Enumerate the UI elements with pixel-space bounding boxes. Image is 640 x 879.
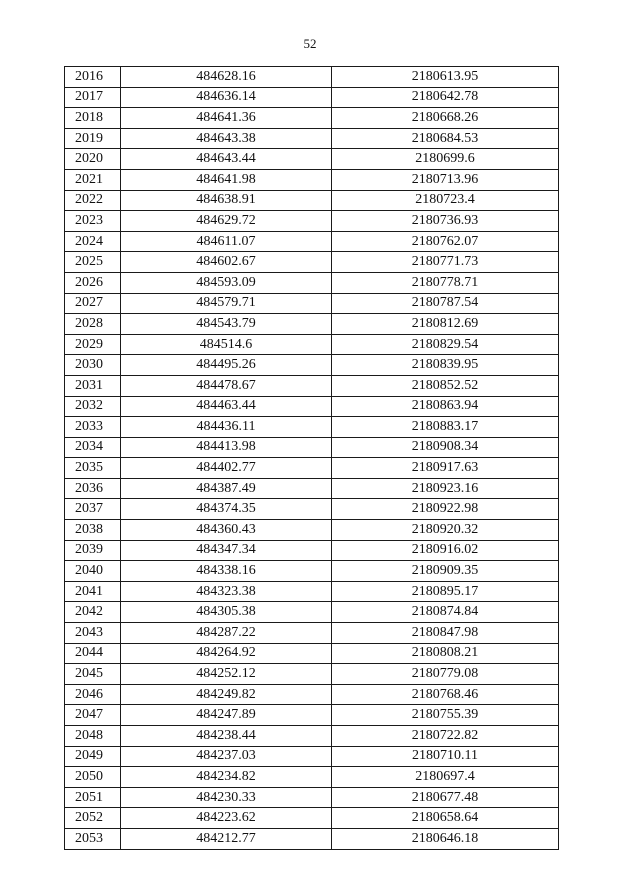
y-coordinate-cell: 2180668.26 [332,108,559,129]
x-coordinate-cell: 484593.09 [121,272,332,293]
y-coordinate-cell: 2180736.93 [332,211,559,232]
y-coordinate-cell: 2180908.34 [332,437,559,458]
y-coordinate-cell: 2180713.96 [332,169,559,190]
y-coordinate-cell: 2180812.69 [332,314,559,335]
point-id-cell: 2020 [65,149,121,170]
point-id-cell: 2026 [65,272,121,293]
table-row [65,746,559,767]
y-coordinate-cell: 2180697.4 [332,767,559,788]
x-coordinate-cell: 484579.71 [121,293,332,314]
point-id-cell: 2033 [65,417,121,438]
x-coordinate-cell: 484230.33 [121,787,332,808]
x-coordinate-cell: 484514.6 [121,334,332,355]
x-coordinate-cell: 484249.82 [121,684,332,705]
table-row [65,314,559,335]
table-row [65,808,559,829]
table-row [65,293,559,314]
x-coordinate-cell: 484238.44 [121,726,332,747]
table-row [65,684,559,705]
point-id-cell: 2027 [65,293,121,314]
point-id-cell: 2035 [65,458,121,479]
x-coordinate-cell: 484641.36 [121,108,332,129]
y-coordinate-cell: 2180699.6 [332,149,559,170]
table-row [65,396,559,417]
y-coordinate-cell: 2180684.53 [332,128,559,149]
x-coordinate-cell: 484602.67 [121,252,332,273]
table-row [65,478,559,499]
y-coordinate-cell: 2180646.18 [332,828,559,849]
point-id-cell: 2048 [65,726,121,747]
x-coordinate-cell: 484643.44 [121,149,332,170]
table-row [65,67,559,88]
point-id-cell: 2038 [65,520,121,541]
y-coordinate-cell: 2180755.39 [332,705,559,726]
y-coordinate-cell: 2180874.84 [332,602,559,623]
table-row [65,108,559,129]
table-row [65,190,559,211]
y-coordinate-cell: 2180762.07 [332,231,559,252]
x-coordinate-cell: 484436.11 [121,417,332,438]
x-coordinate-cell: 484413.98 [121,437,332,458]
point-id-cell: 2032 [65,396,121,417]
x-coordinate-cell: 484264.92 [121,643,332,664]
point-id-cell: 2022 [65,190,121,211]
x-coordinate-cell: 484629.72 [121,211,332,232]
table-row [65,417,559,438]
y-coordinate-cell: 2180917.63 [332,458,559,479]
point-id-cell: 2023 [65,211,121,232]
table-row [65,540,559,561]
x-coordinate-cell: 484247.89 [121,705,332,726]
x-coordinate-cell: 484234.82 [121,767,332,788]
point-id-cell: 2047 [65,705,121,726]
y-coordinate-cell: 2180710.11 [332,746,559,767]
x-coordinate-cell: 484237.03 [121,746,332,767]
x-coordinate-cell: 484463.44 [121,396,332,417]
x-coordinate-cell: 484543.79 [121,314,332,335]
y-coordinate-cell: 2180916.02 [332,540,559,561]
table-row [65,705,559,726]
x-coordinate-cell: 484305.38 [121,602,332,623]
y-coordinate-cell: 2180779.08 [332,664,559,685]
x-coordinate-cell: 484252.12 [121,664,332,685]
point-id-cell: 2049 [65,746,121,767]
table-row [65,623,559,644]
table-row [65,231,559,252]
table-row [65,437,559,458]
x-coordinate-cell: 484323.38 [121,581,332,602]
x-coordinate-cell: 484347.34 [121,540,332,561]
point-id-cell: 2039 [65,540,121,561]
point-id-cell: 2024 [65,231,121,252]
table-row [65,87,559,108]
y-coordinate-cell: 2180658.64 [332,808,559,829]
x-coordinate-cell: 484360.43 [121,520,332,541]
table-row [65,643,559,664]
point-id-cell: 2031 [65,375,121,396]
point-id-cell: 2017 [65,87,121,108]
y-coordinate-cell: 2180852.52 [332,375,559,396]
y-coordinate-cell: 2180895.17 [332,581,559,602]
y-coordinate-cell: 2180829.54 [332,334,559,355]
table-row [65,334,559,355]
y-coordinate-cell: 2180677.48 [332,787,559,808]
coordinates-table [64,66,559,850]
y-coordinate-cell: 2180613.95 [332,67,559,88]
point-id-cell: 2050 [65,767,121,788]
point-id-cell: 2046 [65,684,121,705]
point-id-cell: 2034 [65,437,121,458]
point-id-cell: 2051 [65,787,121,808]
point-id-cell: 2042 [65,602,121,623]
table-row [65,787,559,808]
table-body [65,67,559,850]
point-id-cell: 2045 [65,664,121,685]
point-id-cell: 2016 [65,67,121,88]
table-row [65,828,559,849]
point-id-cell: 2053 [65,828,121,849]
x-coordinate-cell: 484636.14 [121,87,332,108]
y-coordinate-cell: 2180768.46 [332,684,559,705]
y-coordinate-cell: 2180778.71 [332,272,559,293]
x-coordinate-cell: 484223.62 [121,808,332,829]
table-row [65,211,559,232]
table-row [65,767,559,788]
y-coordinate-cell: 2180922.98 [332,499,559,520]
x-coordinate-cell: 484478.67 [121,375,332,396]
table-row [65,520,559,541]
table-row [65,355,559,376]
table-row [65,458,559,479]
y-coordinate-cell: 2180883.17 [332,417,559,438]
x-coordinate-cell: 484402.77 [121,458,332,479]
y-coordinate-cell: 2180787.54 [332,293,559,314]
table-row [65,169,559,190]
y-coordinate-cell: 2180863.94 [332,396,559,417]
table-row [65,128,559,149]
point-id-cell: 2018 [65,108,121,129]
table-row [65,375,559,396]
table-row [65,726,559,747]
table-row [65,581,559,602]
x-coordinate-cell: 484628.16 [121,67,332,88]
point-id-cell: 2044 [65,643,121,664]
y-coordinate-cell: 2180771.73 [332,252,559,273]
x-coordinate-cell: 484638.91 [121,190,332,211]
point-id-cell: 2043 [65,623,121,644]
point-id-cell: 2028 [65,314,121,335]
point-id-cell: 2021 [65,169,121,190]
x-coordinate-cell: 484374.35 [121,499,332,520]
y-coordinate-cell: 2180909.35 [332,561,559,582]
x-coordinate-cell: 484495.26 [121,355,332,376]
point-id-cell: 2040 [65,561,121,582]
point-id-cell: 2052 [65,808,121,829]
table-row [65,252,559,273]
point-id-cell: 2030 [65,355,121,376]
y-coordinate-cell: 2180920.32 [332,520,559,541]
point-id-cell: 2025 [65,252,121,273]
table-row [65,149,559,170]
y-coordinate-cell: 2180839.95 [332,355,559,376]
y-coordinate-cell: 2180642.78 [332,87,559,108]
point-id-cell: 2019 [65,128,121,149]
table-row [65,272,559,293]
point-id-cell: 2036 [65,478,121,499]
y-coordinate-cell: 2180722.82 [332,726,559,747]
y-coordinate-cell: 2180847.98 [332,623,559,644]
table-row [65,561,559,582]
y-coordinate-cell: 2180923.16 [332,478,559,499]
x-coordinate-cell: 484611.07 [121,231,332,252]
table-row [65,499,559,520]
point-id-cell: 2029 [65,334,121,355]
point-id-cell: 2041 [65,581,121,602]
x-coordinate-cell: 484212.77 [121,828,332,849]
y-coordinate-cell: 2180723.4 [332,190,559,211]
x-coordinate-cell: 484641.98 [121,169,332,190]
x-coordinate-cell: 484287.22 [121,623,332,644]
x-coordinate-cell: 484338.16 [121,561,332,582]
x-coordinate-cell: 484643.38 [121,128,332,149]
table-row [65,664,559,685]
y-coordinate-cell: 2180808.21 [332,643,559,664]
point-id-cell: 2037 [65,499,121,520]
x-coordinate-cell: 484387.49 [121,478,332,499]
page-number: 52 [303,36,317,51]
table-row [65,602,559,623]
